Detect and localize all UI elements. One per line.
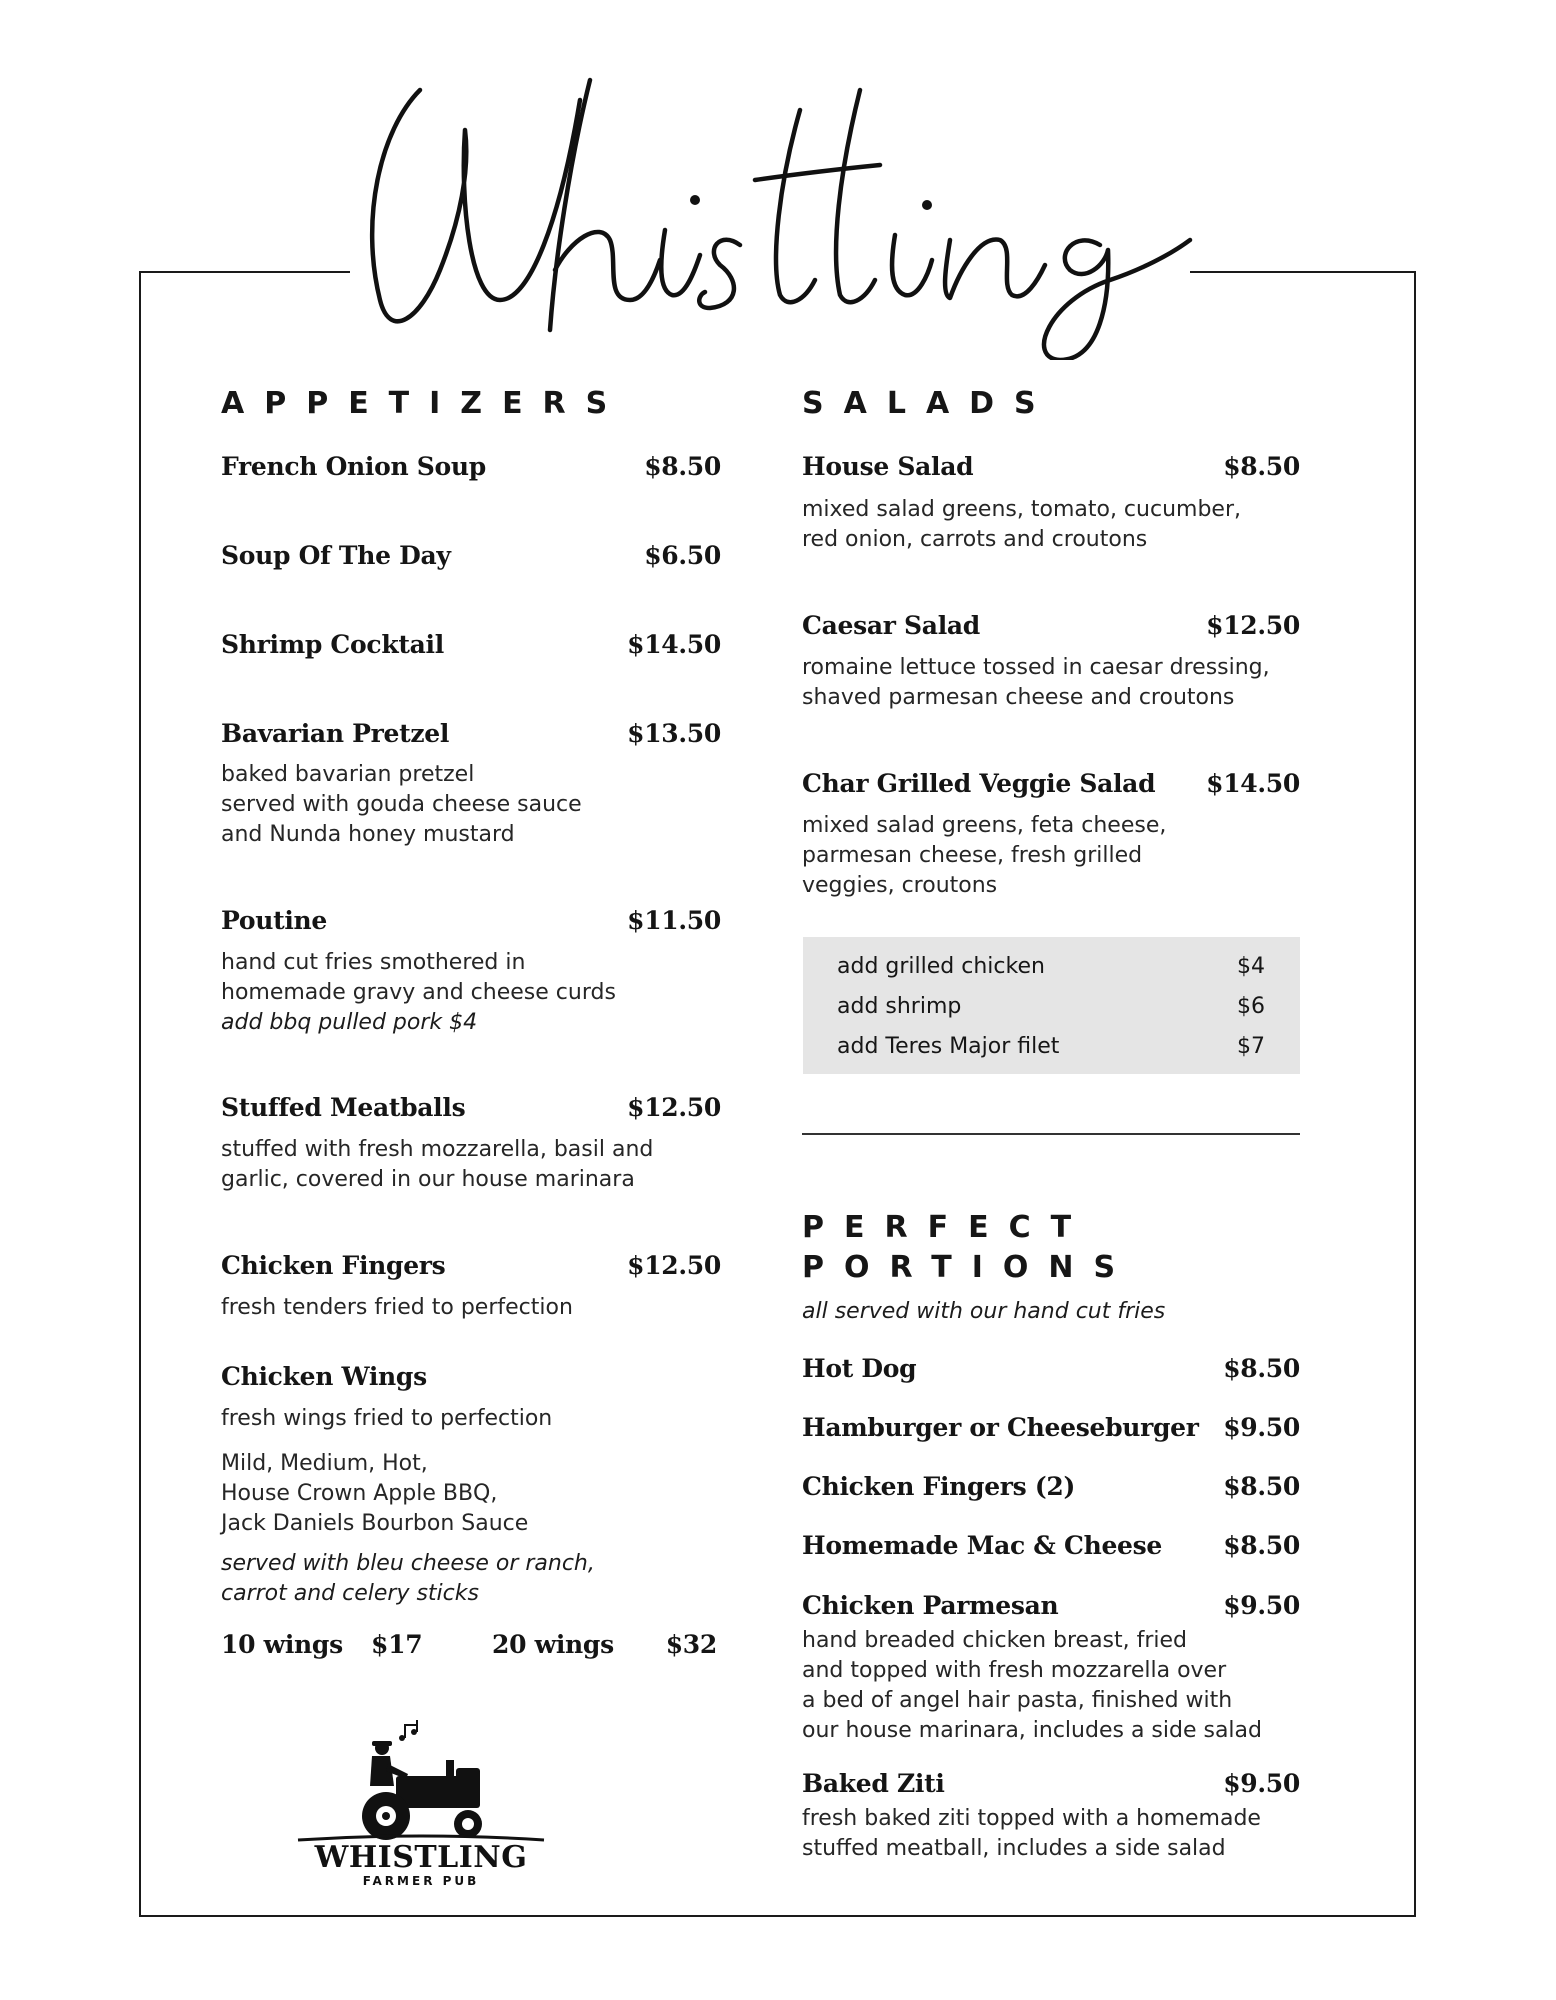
item-price: $12.50 — [1206, 611, 1300, 640]
note-line: served with bleu cheese or ranch, — [221, 1551, 595, 1576]
menu-item — [221, 541, 721, 570]
item-description — [802, 811, 1166, 901]
item-description — [802, 1626, 1262, 1746]
menu-item — [802, 1413, 1300, 1442]
addon-price: $7 — [1237, 1034, 1265, 1059]
menu-item — [802, 1769, 1300, 1798]
desc-line: our house marinara, includes a side salad — [802, 1718, 1262, 1743]
item-price: $8.50 — [644, 452, 721, 481]
addon-label: add Teres Major filet — [837, 1034, 1060, 1059]
menu-item — [221, 452, 721, 481]
desc-line: homemade gravy and cheese curds — [221, 980, 616, 1005]
addon-row — [837, 994, 1267, 1019]
item-name: Bavarian Pretzel — [221, 719, 450, 748]
flavor-line: Jack Daniels Bourbon Sauce — [221, 1511, 529, 1536]
menu-item — [221, 906, 721, 935]
section-divider — [802, 1133, 1300, 1135]
desc-line: served with gouda cheese sauce — [221, 792, 582, 817]
item-note: add bbq pulled pork $4 — [221, 1010, 478, 1035]
item-price: $14.50 — [627, 630, 721, 659]
desc-line: fresh baked ziti topped with a homemade — [802, 1806, 1261, 1831]
logo-sub: FARMER PUB — [362, 1874, 480, 1888]
item-price: $11.50 — [627, 906, 721, 935]
item-price: $13.50 — [627, 719, 721, 748]
menu-item — [802, 1354, 1300, 1383]
menu-item — [221, 719, 721, 748]
desc-line: and topped with fresh mozzarella over — [802, 1658, 1227, 1683]
desc-line: stuffed meatball, includes a side salad — [802, 1836, 1226, 1861]
size-label: 20 wings — [492, 1630, 614, 1659]
menu-item — [802, 1531, 1300, 1560]
item-price: $14.50 — [1206, 769, 1300, 798]
item-price: $12.50 — [627, 1251, 721, 1280]
menu-item — [802, 452, 1300, 481]
item-name: Homemade Mac & Cheese — [802, 1531, 1163, 1560]
desc-line: veggies, croutons — [802, 873, 998, 898]
item-description — [221, 1404, 552, 1434]
item-price: $8.50 — [1223, 1354, 1300, 1383]
item-name: Baked Ziti — [802, 1769, 945, 1798]
desc-line: stuffed with fresh mozzarella, basil and — [221, 1137, 654, 1162]
item-name: Shrimp Cocktail — [221, 630, 444, 659]
desc-line: shaved parmesan cheese and croutons — [802, 685, 1235, 710]
flavor-line: House Crown Apple BBQ, — [221, 1481, 498, 1506]
portions-heading-line1: PERFECT — [802, 1210, 1092, 1245]
menu-item — [802, 1591, 1300, 1620]
addon-label: add grilled chicken — [837, 954, 1045, 979]
desc-line: fresh tenders fried to perfection — [221, 1295, 573, 1320]
logo-name: WHISTLING — [314, 1840, 528, 1875]
item-description — [802, 653, 1270, 713]
item-name: Stuffed Meatballs — [221, 1093, 466, 1122]
size-label: 10 wings — [221, 1630, 343, 1659]
item-name: Hot Dog — [802, 1354, 917, 1383]
desc-line: red onion, carrots and croutons — [802, 527, 1148, 552]
item-name: Chicken Fingers — [221, 1251, 446, 1280]
desc-line: garlic, covered in our house marinara — [221, 1167, 635, 1192]
menu-item — [221, 1251, 721, 1280]
addon-price: $6 — [1237, 994, 1265, 1019]
item-price: $8.50 — [1223, 452, 1300, 481]
addon-row — [837, 1034, 1267, 1059]
item-price: $9.50 — [1223, 1591, 1300, 1620]
portions-subtitle: all served with our hand cut fries — [802, 1299, 1166, 1324]
desc-line: parmesan cheese, fresh grilled — [802, 843, 1143, 868]
item-name: Chicken Wings — [221, 1362, 427, 1391]
item-price: $6.50 — [644, 541, 721, 570]
flavor-line: Mild, Medium, Hot, — [221, 1451, 428, 1476]
item-description — [221, 948, 616, 1038]
item-name: Hamburger or Cheeseburger — [802, 1413, 1199, 1442]
item-price: $8.50 — [1223, 1472, 1300, 1501]
appetizers-heading: APPETIZERS — [221, 386, 628, 421]
item-name: Chicken Fingers (2) — [802, 1472, 1076, 1501]
wing-sizes — [221, 1630, 721, 1664]
addon-label: add shrimp — [837, 994, 962, 1019]
menu-item — [802, 1472, 1300, 1501]
item-price: $9.50 — [1223, 1413, 1300, 1442]
item-name: Char Grilled Veggie Salad — [802, 769, 1156, 798]
item-description — [221, 1293, 573, 1323]
menu-item — [802, 611, 1300, 640]
desc-line: hand breaded chicken breast, fried — [802, 1628, 1188, 1653]
item-name: House Salad — [802, 452, 974, 481]
item-name: Poutine — [221, 906, 328, 935]
desc-line: mixed salad greens, tomato, cucumber, — [802, 497, 1241, 522]
item-price: $8.50 — [1223, 1531, 1300, 1560]
menu-item — [221, 1093, 721, 1122]
salad-addons-box — [803, 937, 1300, 1074]
desc-line: a bed of angel hair pasta, finished with — [802, 1688, 1233, 1713]
desc-line: romaine lettuce tossed in caesar dressing, — [802, 655, 1270, 680]
item-name: French Onion Soup — [221, 452, 486, 481]
item-name: Chicken Parmesan — [802, 1591, 1059, 1620]
item-description — [221, 1135, 653, 1195]
desc-line: baked bavarian pretzel — [221, 762, 475, 787]
item-price: $12.50 — [627, 1093, 721, 1122]
wing-note — [221, 1549, 595, 1609]
item-name: Caesar Salad — [802, 611, 980, 640]
whistling-farmer-pub-logo — [296, 1716, 546, 1888]
desc-line: fresh wings fried to perfection — [221, 1406, 553, 1431]
salads-heading: SALADS — [802, 386, 1056, 421]
portions-heading-line2: PORTIONS — [802, 1250, 1136, 1285]
size-price: $17 — [371, 1630, 423, 1659]
size-price: $32 — [665, 1630, 717, 1659]
item-description — [802, 495, 1241, 555]
menu-item — [221, 630, 721, 659]
desc-line: and Nunda honey mustard — [221, 822, 515, 847]
wing-flavors — [221, 1449, 528, 1539]
addon-price: $4 — [1237, 954, 1265, 979]
item-description — [221, 760, 582, 850]
whistling-script-title — [360, 70, 1200, 360]
addon-row — [837, 954, 1267, 979]
item-price: $9.50 — [1223, 1769, 1300, 1798]
menu-item — [221, 1362, 721, 1391]
item-description — [802, 1804, 1261, 1864]
desc-line: mixed salad greens, feta cheese, — [802, 813, 1167, 838]
desc-line: hand cut fries smothered in — [221, 950, 526, 975]
note-line: carrot and celery sticks — [221, 1581, 479, 1606]
menu-item — [802, 769, 1300, 798]
item-name: Soup Of The Day — [221, 541, 451, 570]
